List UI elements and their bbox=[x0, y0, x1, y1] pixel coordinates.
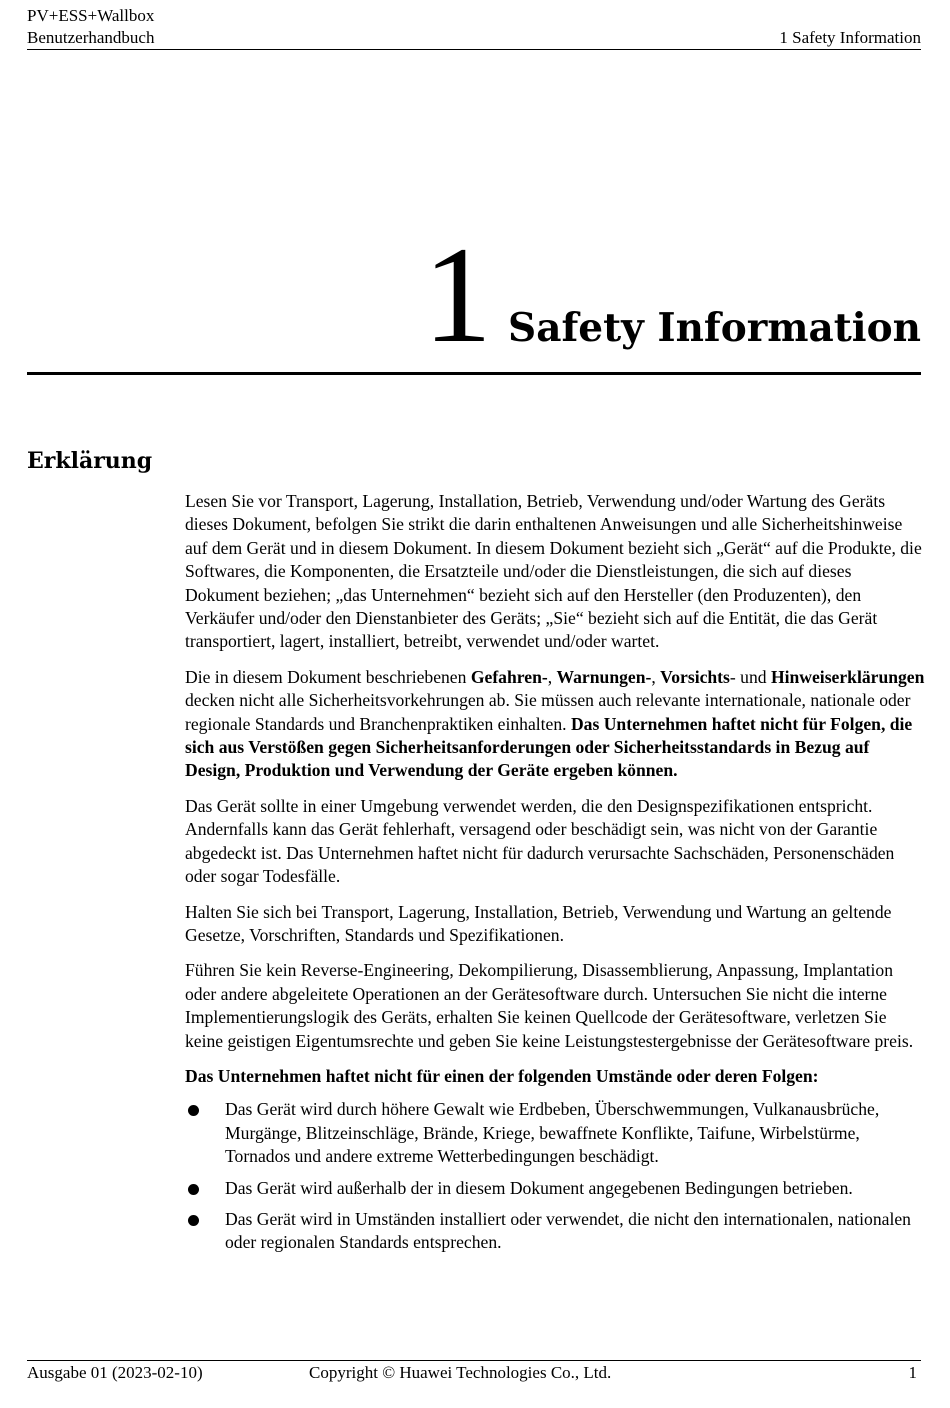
bullet-icon bbox=[188, 1215, 199, 1226]
chapter-heading bbox=[423, 218, 921, 371]
text-run: , bbox=[547, 666, 557, 687]
footer-copyright: Copyright © Huawei Technologies Co., Ltd. bbox=[309, 1363, 612, 1382]
chapter-number: 1 bbox=[423, 218, 493, 371]
section-title: Erklärung bbox=[27, 448, 153, 474]
text-run: - und bbox=[729, 666, 771, 687]
text-run: decken nicht alle Sicherheitsvorkehrungen ab. Sie müssen auch relevante internationale, nationale oder regionale Standards und Branchenpraktiken einhalten. bbox=[185, 690, 911, 734]
page-header bbox=[27, 5, 921, 50]
list-item bbox=[185, 1208, 925, 1255]
bold-term-caution: Vorsichts bbox=[660, 666, 730, 687]
paragraph-safety-statements bbox=[185, 666, 925, 783]
header-chapter-ref: 1 Safety Information bbox=[779, 28, 921, 47]
liability-list bbox=[185, 1098, 925, 1254]
header-manual: Benutzerhandbuch bbox=[27, 28, 155, 47]
paragraph-reverse-engineering: Führen Sie kein Reverse-Engineering, Dekompilierung, Disassemblierung, Anpassung, Implantation oder andere abgeleitete Operationen an der Gerätesoftware durch. Untersuchen Sie nicht die interne Implementierungslogik des Geräts, erhalten Sie keinen Quellcode der Gerätesoftware, verletzen Sie keine geistigen Eigentumsrechte und geben Sie keine Leistungstestergebnisse der Gerätesoftware preis. bbox=[185, 960, 914, 1051]
liability-intro-text: Das Unternehmen haftet nicht für einen der folgenden Umstände oder deren Folgen: bbox=[185, 1065, 819, 1086]
list-item bbox=[185, 1177, 925, 1200]
liability-statement: Das Unternehmen haftet nicht für Folgen, die sich aus Verstößen gegen Sicherheitsanforderungen oder Sicherheitsstandards in Bezug auf Design, Produktion und Verwendung der Geräte ergeben können. bbox=[185, 713, 913, 781]
footer-page-number: 1 bbox=[908, 1363, 917, 1382]
bold-term-warning: Warnungen- bbox=[556, 666, 652, 687]
paragraph-intro: Lesen Sie vor Transport, Lagerung, Installation, Betrieb, Verwendung und/oder Wartung des Geräts dieses Dokument, befolgen Sie strikt die darin enthaltenen Anweisungen und alle Sicherheitshinweise auf dem Gerät und in diesem Dokument. In diesem Dokument bezieht sich „Gerät“ auf die Produkte, die Softwares, die Komponenten, die Ersatzteile und/oder die Dienstleistungen, die sich auf dieses Dokument beziehen; „das Unternehmen“ bezieht sich auf den Hersteller (den Produzenten), den Verkäufer und/oder den Dienstanbieter des Geräts; „Sie“ bezieht sich auf die Entität, die das Gerät transportiert, lagert, installiert, betreibt, verwendet und/oder wartet. bbox=[185, 491, 922, 652]
text-run: , bbox=[651, 666, 661, 687]
chapter-title: Safety Information bbox=[508, 305, 921, 351]
chapter-divider bbox=[27, 372, 921, 375]
bullet-icon bbox=[188, 1105, 199, 1116]
list-item-text: Das Gerät wird durch höhere Gewalt wie Erdbeben, Überschwemmungen, Vulkanausbrüche, Murgänge, Blitzeinschläge, Brände, Kriege, bewaffnete Konflikte, Taifune, Wirbelstürme, Tornados und andere extreme Wetterbedingungen beschädigt. bbox=[225, 1099, 880, 1167]
list-item-text: Das Gerät wird außerhalb der in diesem Dokument angegebenen Bedingungen betrieben. bbox=[225, 1177, 853, 1198]
section-body bbox=[185, 490, 925, 1263]
bold-term-notice: Hinweiserklärungen bbox=[770, 666, 925, 687]
list-item-text: Das Gerät wird in Umständen installiert oder verwendet, die nicht den internationalen, nationalen oder regionalen Standards entsprechen. bbox=[225, 1208, 911, 1253]
list-item bbox=[185, 1098, 925, 1168]
text-run: Die in diesem Dokument beschriebenen bbox=[185, 666, 471, 687]
bullet-icon bbox=[188, 1184, 199, 1195]
bold-term-danger: Gefahren- bbox=[470, 666, 548, 687]
footer-edition: Ausgabe 01 (2023-02-10) bbox=[27, 1363, 203, 1382]
header-left bbox=[27, 5, 154, 49]
page-footer bbox=[27, 1360, 921, 1382]
paragraph-liability-intro bbox=[185, 1065, 925, 1088]
header-product: PV+ESS+Wallbox bbox=[27, 6, 155, 25]
paragraph-environment: Das Gerät sollte in einer Umgebung verwendet werden, die den Designspezifikationen entspricht. Andernfalls kann das Gerät fehlerhaft, versagend oder beschädigt sein, was nicht von der Garantie abgedeckt ist. Das Unternehmen haftet nicht für dadurch verursachte Sachschäden, Personenschäden oder sogar Todesfälle. bbox=[185, 795, 895, 887]
paragraph-compliance: Halten Sie sich bei Transport, Lagerung, Installation, Betrieb, Verwendung und Wartung an geltende Gesetze, Vorschriften, Standards und Spezifikationen. bbox=[185, 901, 892, 945]
